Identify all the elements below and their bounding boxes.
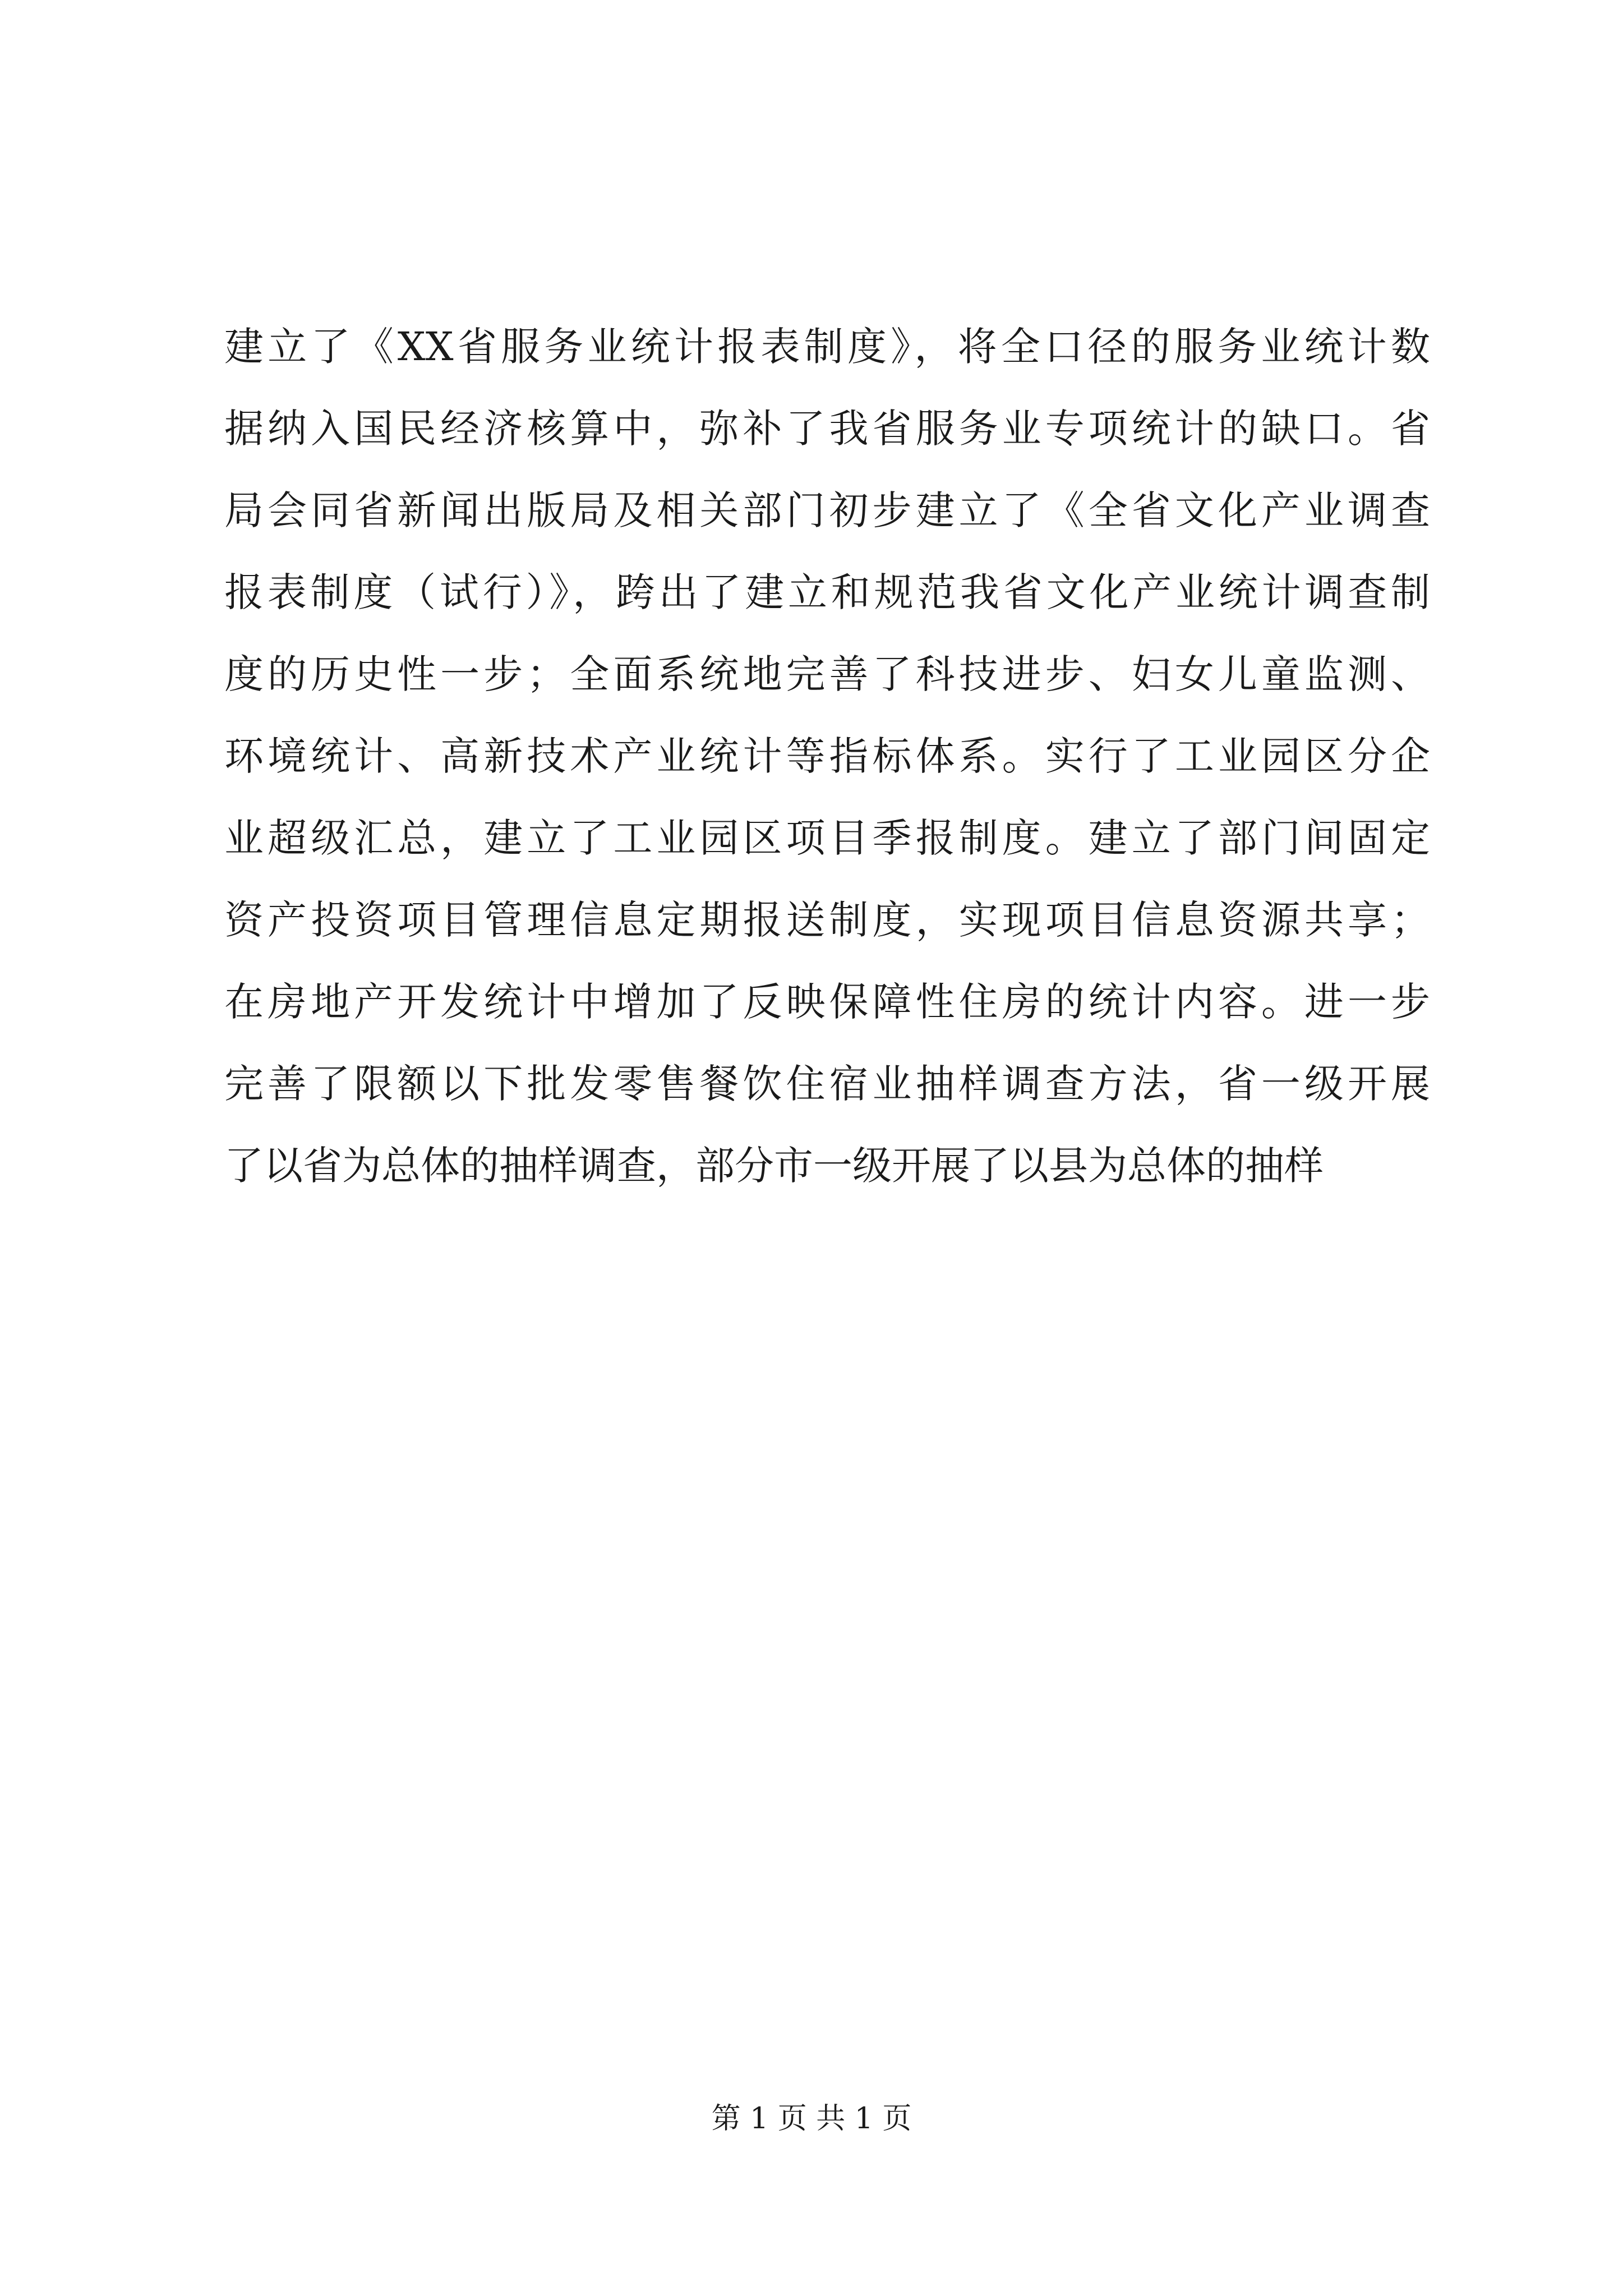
- page-number-footer: 第 1 页 共 1 页: [711, 2102, 912, 2136]
- text-line: 业超级汇总，建立了工业园区项目季报制度。建立了部门间固定: [224, 815, 1430, 861]
- text-line: 建立了《XX省服务业统计报表制度》，将全口径的服务业统计数: [224, 324, 1430, 370]
- text-line: 报表制度（试行）》，跨出了建立和规范我省文化产业统计调查制: [224, 569, 1430, 615]
- text-line: 完善了限额以下批发零售餐饮住宿业抽样调查方法，省一级开展: [224, 1061, 1430, 1107]
- text-line: 局会同省新闻出版局及相关部门初步建立了《全省文化产业调查: [224, 487, 1430, 533]
- text-line: 据纳入国民经济核算中，弥补了我省服务业专项统计的缺口。省: [224, 406, 1430, 452]
- body-paragraph: [224, 306, 1430, 1207]
- text-line: 资产投资项目管理信息定期报送制度，实现项目信息资源共享；: [224, 897, 1430, 943]
- text-line: 了以省为总体的抽样调查，部分市一级开展了以县为总体的抽样: [224, 1143, 1324, 1189]
- text-line: 环境统计、高新技术产业统计等指标体系。实行了工业园区分企: [224, 733, 1430, 779]
- text-line: 在房地产开发统计中增加了反映保障性住房的统计内容。进一步: [224, 979, 1430, 1025]
- text-line: 度的历史性一步；全面系统地完善了科技进步、妇女儿童监测、: [224, 651, 1430, 697]
